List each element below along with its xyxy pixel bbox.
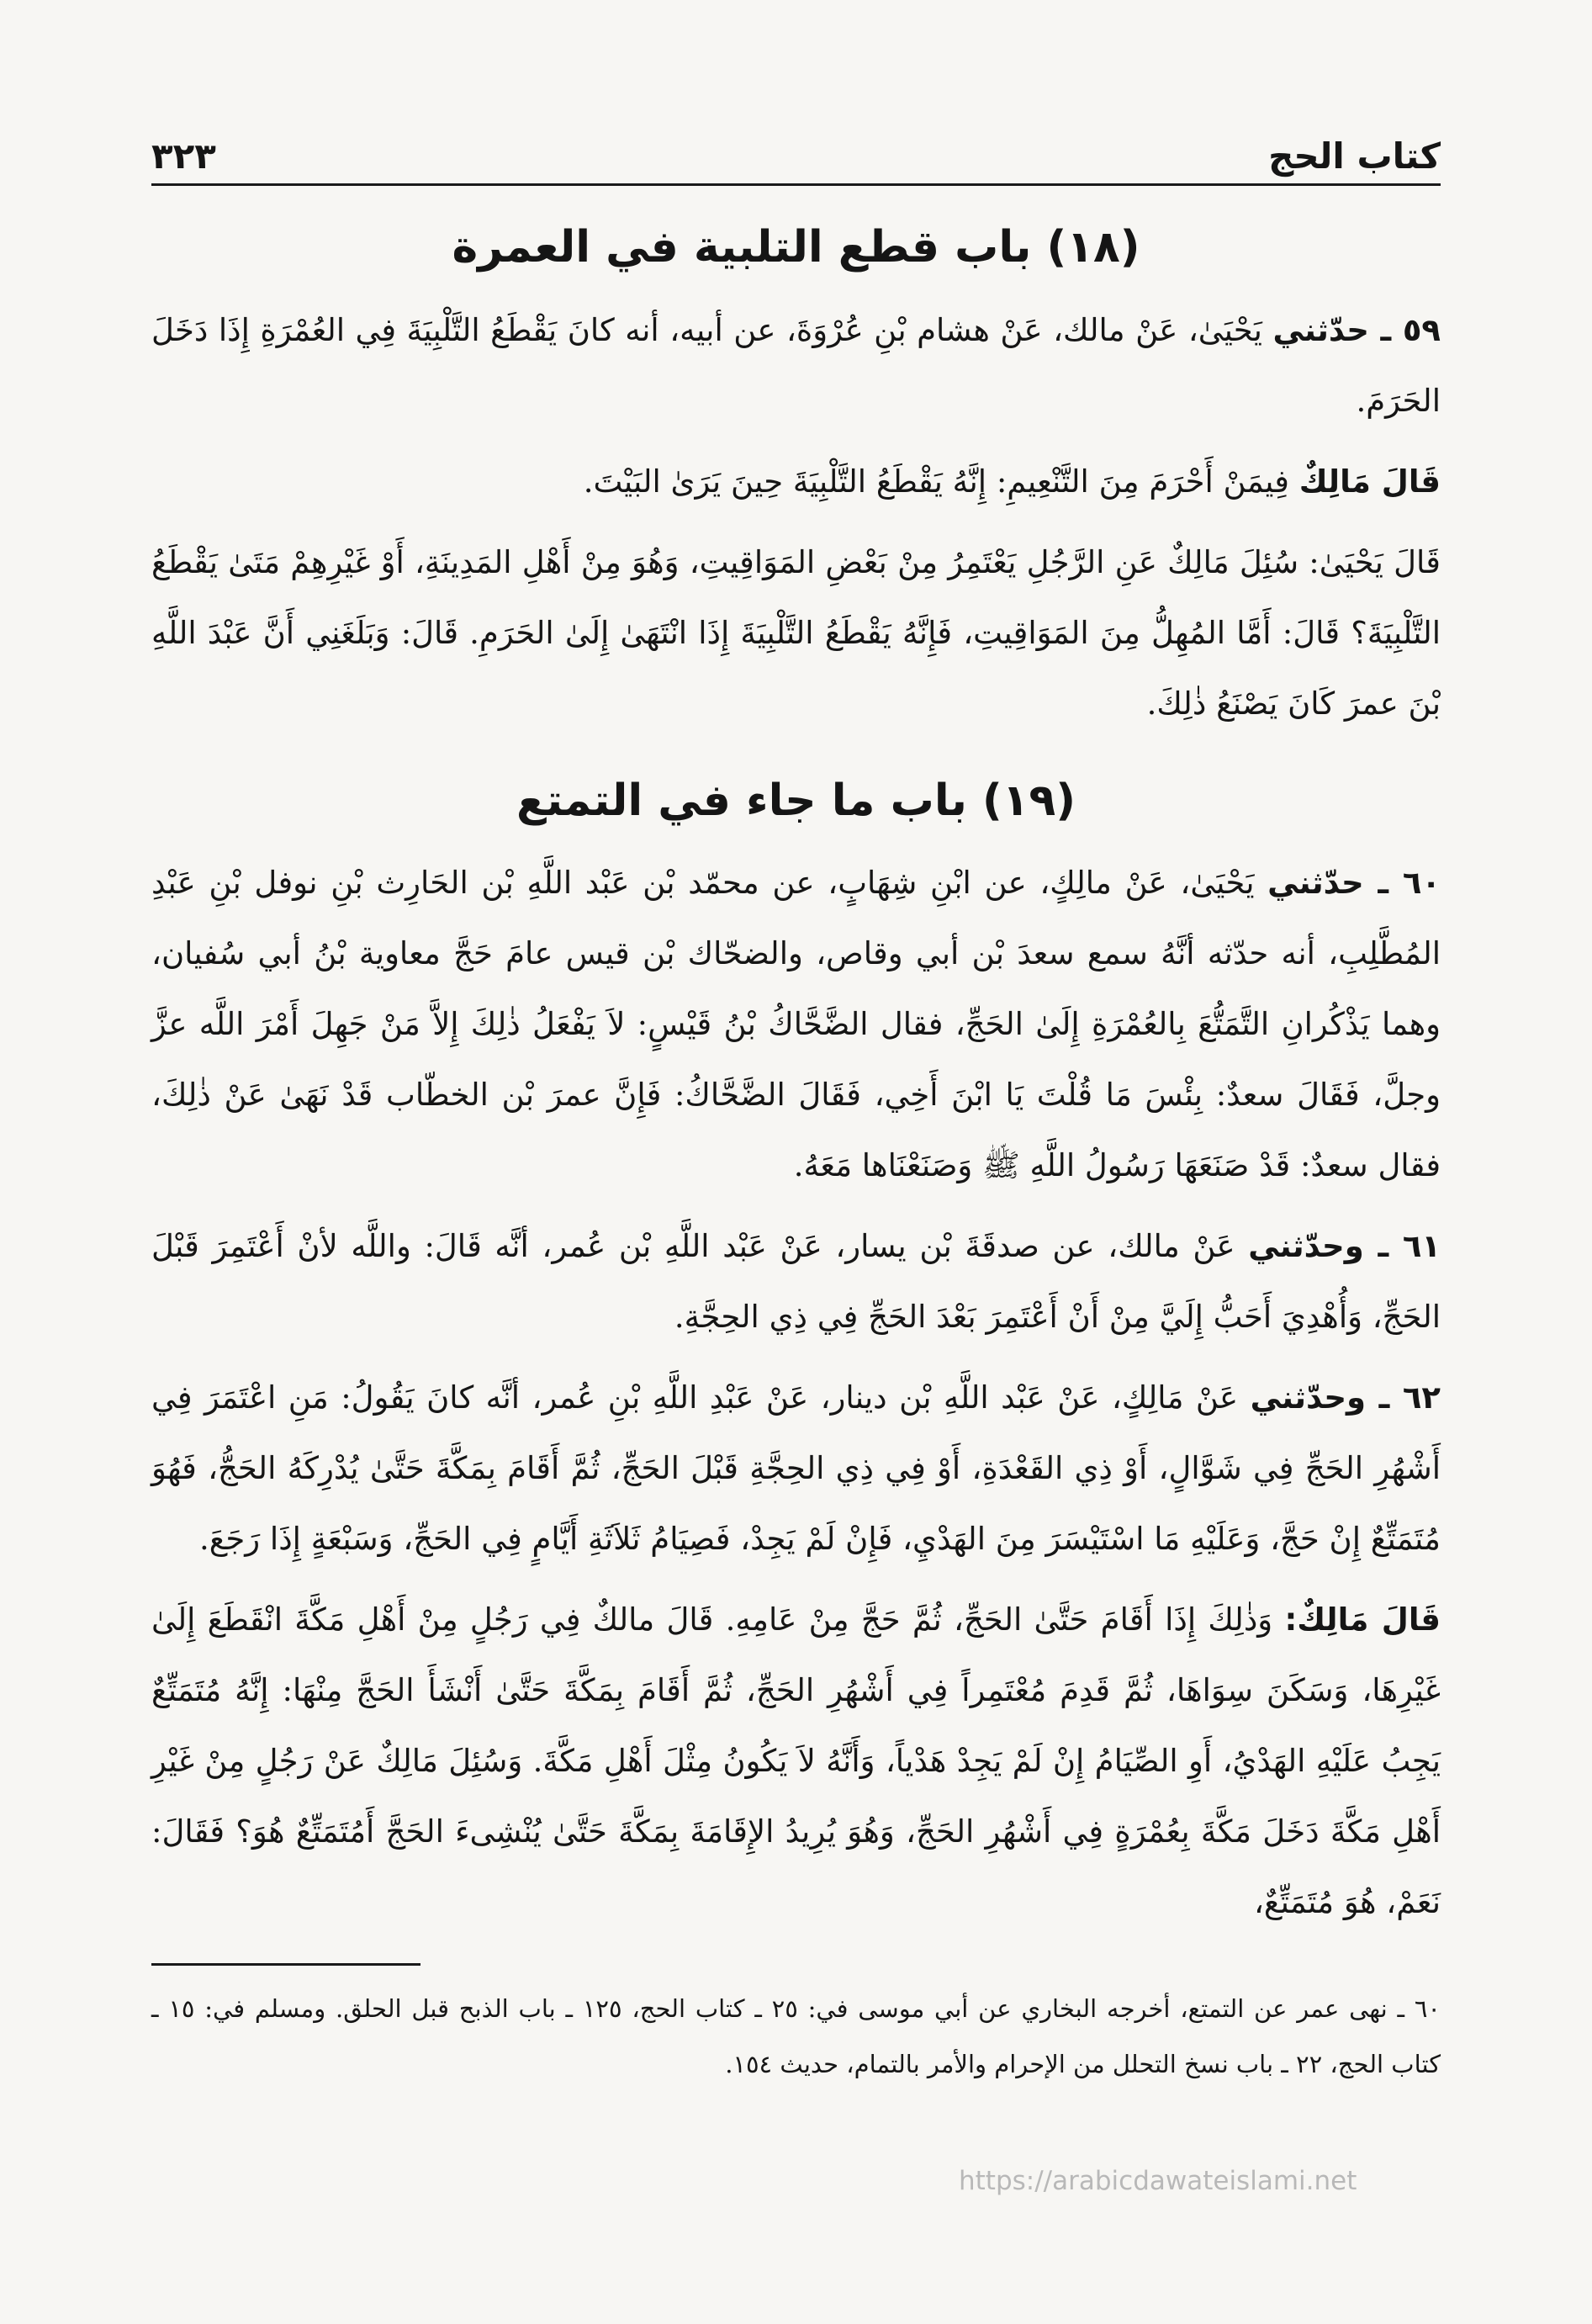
paragraph-lead: ٦٢ ـ وحدّثني bbox=[1250, 1379, 1441, 1416]
watermark-url: https://arabicdawateislami.net bbox=[959, 2166, 1357, 2196]
paragraph-lead: ٦١ ـ وحدّثني bbox=[1248, 1228, 1441, 1265]
paragraph-lead: قَالَ مَالِكٌ: bbox=[1284, 1601, 1441, 1638]
hadith-paragraph bbox=[151, 527, 1441, 739]
book-title: كتاب الحج bbox=[1268, 135, 1441, 177]
hadith-paragraph bbox=[151, 848, 1441, 1201]
hadith-paragraph bbox=[151, 447, 1441, 517]
chapter-heading: (١٩) باب ما جاء في التمتع bbox=[516, 775, 1076, 826]
paragraph-text: قَالَ يَحْيَىٰ: سُئِلَ مَالِكٌ عَنِ الرَّجُلِ يَعْتَمِرُ مِنْ بَعْضِ المَوَاقِيتِ، وَهُوَ مِنْ أَهْلِ المَدِينَةِ، أَوْ غَيْرِهِمْ مَتَىٰ يَقْطَعُ التَّلْبِيَةَ؟ قَالَ: أَمَّا المُهِلُّ مِنَ المَوَاقِيتِ، فَإِنَّهُ يَقْطَعُ التَّلْبِيَةَ إِذَا انْتَهَىٰ إِلَىٰ الحَرَمِ. قَالَ: وَبَلَغَنِي أَنَّ عَبْدَ اللَّهِ بْنَ عمرَ كَانَ يَصْنَعُ ذٰلِكَ. bbox=[151, 543, 1441, 722]
section-18 bbox=[151, 220, 1441, 739]
paragraph-text: يَحْيَىٰ، عَنْ مالِكٍ، عن ابْنِ شِهَابٍ، عن محمّد بْن عَبْد اللَّهِ بْن الحَارِث بْنِ نوفل بْنِ عَبْدِ المُطَّلِبِ، أنه حدّثه أنَّهُ سمع سعدَ بْن أبي وقاص، والضحّاك بْن قيس عامَ حَجَّ معاوية بْنُ أبي سُفيان، وهما يَذْكُرانِ التَّمَتُّعَ بِالعُمْرَةِ إِلَىٰ الحَجِّ، فقال الضَّحَّاكُ بْنُ قَيْسٍ: لاَ يَفْعَلُ ذٰلِكَ إِلاَّ مَنْ جَهِلَ أَمْرَ اللَّه عزَّ وجلَّ، فَقَالَ سعدٌ: بِئْسَ مَا قُلْتَ يَا ابْنَ أَخِي، فَقَالَ الضَّحَّاكُ: فَإِنَّ عمرَ بْن الخطّاب قَدْ نَهَىٰ عَنْ ذٰلِكَ، فقال سعدٌ: قَدْ صَنَعَهَا رَسُولُ اللَّهِ ﷺ وَصَنَعْنَاها مَعَهُ. bbox=[151, 865, 1441, 1184]
paragraph-text: فِيمَنْ أَحْرَمَ مِنَ التَّنْعِيمِ: إِنَّهُ يَقْطَعُ التَّلْبِيَةَ حِينَ يَرَىٰ البَيْتَ. bbox=[583, 463, 1299, 500]
page-number: ٣٢٣ bbox=[151, 135, 216, 177]
hadith-paragraph bbox=[151, 1211, 1441, 1353]
paragraph-text: وَذٰلِكَ إِذَا أَقَامَ حَتَّىٰ الحَجِّ، ثُمَّ حَجَّ مِنْ عَامِهِ. قَالَ مالكٌ فِي رَجُلٍ مِنْ أَهْلِ مَكَّةَ انْقَطَعَ إِلَىٰ غَيْرِهَا، وَسَكَنَ سِوَاهَا، ثُمَّ قَدِمَ مُعْتَمِراً فِي أَشْهُرِ الحَجِّ، ثُمَّ أَقَامَ بِمَكَّةَ حَتَّىٰ أَنْشَأَ الحَجَّ مِنْهَا: إِنَّهُ مُتَمَتِّعٌ يَجِبُ عَلَيْهِ الهَدْيُ، أَوِ الصِّيَامُ إِنْ لَمْ يَجِدْ هَدْياً، وَأَنَّهُ لاَ يَكُونُ مِثْلَ أَهْلِ مَكَّةَ. وَسُئِلَ مَالِكٌ عَنْ رَجُلٍ مِنْ غَيْرِ أَهْلِ مَكَّةَ دَخَلَ مَكَّةَ بِعُمْرَةٍ فِي أَشْهُرِ الحَجِّ، وَهُوَ يُرِيدُ الإِقَامَةَ بِمَكَّةَ حَتَّىٰ يُنْشِىءَ الحَجَّ أَمُتَمَتِّعٌ هُوَ؟ فَقَالَ: نَعَمْ، هُوَ مُتَمَتِّعٌ، bbox=[151, 1601, 1441, 1921]
hadith-paragraph bbox=[151, 1585, 1441, 1938]
paragraph-lead: ٥٩ ـ حدّثني bbox=[1272, 311, 1441, 348]
footnote: ٦٠ ـ نهى عمر عن التمتع، أخرجه البخاري عن أبي موسى في: ٢٥ ـ كتاب الحج، ١٢٥ ـ باب الذبح قبل الحلق. ومسلم في: ١٥ ـ كتاب الحج، ٢٢ ـ باب نسخ التحلل من الإحرام والأمر بالتمام، حديث ١٥٤. bbox=[151, 1994, 1441, 2079]
paragraph-text: يَحْيَىٰ، عَنْ مالك، عَنْ هشام بْنِ عُرْوَةَ، عن أبيه، أنه كانَ يَقْطَعُ التَّلْبِيَةَ فِي العُمْرَةِ إِذَا دَخَلَ الحَرَمَ. bbox=[151, 311, 1441, 419]
footnotes bbox=[151, 1981, 1441, 2092]
section-19 bbox=[151, 773, 1441, 1939]
paragraph-text: عَنْ مَالِكٍ، عَنْ عَبْد اللَّهِ بْن دينار، عَنْ عَبْدِ اللَّهِ بْنِ عُمر، أنَّه كانَ يَقُولُ: مَنِ اعْتَمَرَ فِي أَشْهُرِ الحَجِّ فِي شَوَّالٍ، أَوْ ذِي القَعْدَةِ، أَوْ فِي ذِي الحِجَّةِ قَبْلَ الحَجِّ، ثُمَّ أَقَامَ بِمَكَّةَ حَتَّىٰ يُدْرِكَهُ الحَجُّ، فَهُوَ مُتَمَتِّعٌ إِنْ حَجَّ، وَعَلَيْهِ مَا اسْتَيْسَرَ مِنَ الهَدْيِ، فَإِنْ لَمْ يَجِدْ، فَصِيَامُ ثَلاَثَةِ أَيَّامٍ فِي الحَجِّ، وَسَبْعَةٍ إِذَا رَجَعَ. bbox=[151, 1379, 1441, 1558]
paragraph-lead: ٦٠ ـ حدّثني bbox=[1267, 865, 1441, 902]
paragraph-text: عَنْ مالك، عن صدقَةَ بْن يسار، عَنْ عَبْد اللَّهِ بْن عُمر، أنَّه قَالَ: واللَّه لأنْ أَعْتَمِرَ قَبْلَ الحَجِّ، وَأُهْدِيَ أَحَبُّ إِلَيَّ مِنْ أَنْ أَعْتَمِرَ بَعْدَ الحَجِّ فِي ذِي الحِجَّةِ. bbox=[151, 1228, 1441, 1336]
page-header bbox=[151, 118, 1441, 186]
footnote-divider bbox=[151, 1963, 420, 1966]
paragraph-lead: قَالَ مَالِكٌ bbox=[1298, 463, 1441, 500]
hadith-paragraph bbox=[151, 1363, 1441, 1575]
hadith-paragraph bbox=[151, 295, 1441, 437]
chapter-heading: (١٨) باب قطع التلبية في العمرة bbox=[452, 222, 1140, 273]
